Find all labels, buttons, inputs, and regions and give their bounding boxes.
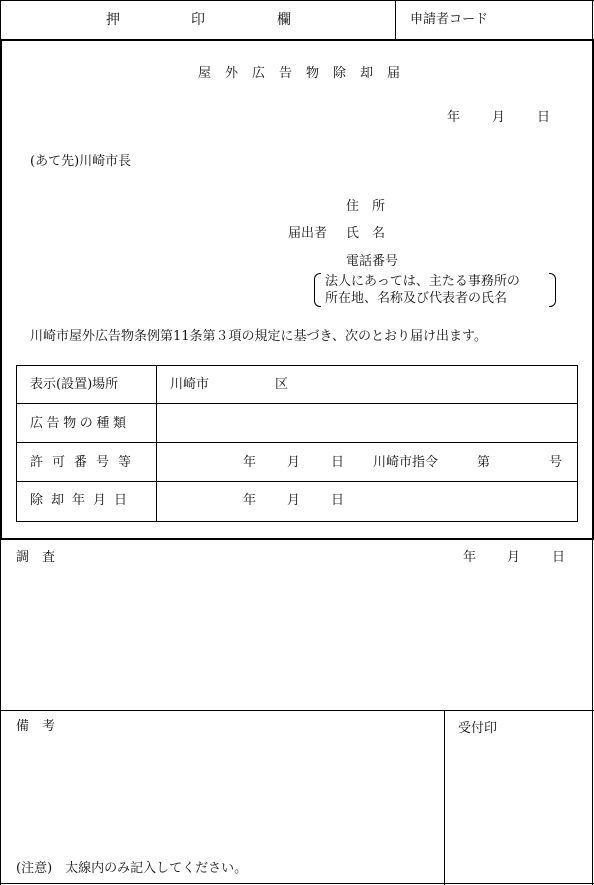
header-divider <box>395 0 396 40</box>
row-permit-year: 年 <box>243 455 257 470</box>
remarks-label: 備 考 <box>16 719 56 734</box>
fill-note: (注意) 太線内のみ記入してください。 <box>16 861 248 876</box>
corporate-note-line1: 法人にあっては、主たる事務所の <box>325 274 520 289</box>
row-type-label: 広告物の種類 <box>30 416 130 431</box>
corporate-note-line2: 所在地、名称及び代表者の氏名 <box>325 291 508 306</box>
form-title: 屋外広告物除却届 <box>198 66 415 81</box>
date-month: 月 <box>492 110 506 125</box>
address-label: 住 所 <box>346 199 386 214</box>
outer-bottom <box>0 883 594 884</box>
seal-col-char3: 欄 <box>277 12 291 28</box>
addressee: (あて先)川崎市長 <box>30 154 132 169</box>
date-year: 年 <box>447 110 461 125</box>
row-removal-month: 月 <box>287 493 301 508</box>
row-permit-month: 月 <box>287 455 301 470</box>
row-permit-dai: 第 <box>477 455 491 470</box>
row-location-city: 川崎市 <box>170 377 210 392</box>
row-permit-go: 号 <box>549 455 563 470</box>
seal-col-char1: 押 <box>106 12 120 28</box>
survey-day: 日 <box>552 550 566 565</box>
applicant-code-label: 申請者コード <box>410 12 489 27</box>
note-bracket-right <box>549 273 556 307</box>
remarks-top-rule <box>0 710 594 711</box>
survey-label: 調 査 <box>16 550 56 565</box>
date-day: 日 <box>537 110 551 125</box>
survey-month: 月 <box>507 550 521 565</box>
row-removal-label: 除却年月日 <box>30 493 136 508</box>
row-removal-year: 年 <box>243 493 257 508</box>
note-bracket-left <box>314 273 321 307</box>
phone-label: 電話番号 <box>346 254 399 269</box>
table-row-rule-3 <box>16 481 577 482</box>
seal-col-char2: 印 <box>191 12 205 28</box>
row-location-ward: 区 <box>275 377 289 392</box>
table-row-rule-2 <box>16 442 577 443</box>
row-permit-day: 日 <box>331 455 345 470</box>
table-col-divider <box>156 365 157 521</box>
row-permit-label: 許可番号等 <box>30 455 141 470</box>
name-label: 氏 名 <box>346 226 386 241</box>
receipt-divider <box>444 710 445 885</box>
table-row-rule-1 <box>16 403 577 404</box>
statement-text: 川崎市屋外広告物条例第11条第３項の規定に基づき、次のとおり届け出ます。 <box>30 329 487 344</box>
row-permit-designation: 川崎市指令 <box>373 455 439 470</box>
outer-top <box>0 0 594 1</box>
row-location-label: 表示(設置)場所 <box>30 377 119 392</box>
survey-year: 年 <box>463 550 477 565</box>
applicant-role-label: 届出者 <box>288 226 328 241</box>
receipt-stamp-label: 受付印 <box>458 721 498 736</box>
row-removal-day: 日 <box>331 493 345 508</box>
